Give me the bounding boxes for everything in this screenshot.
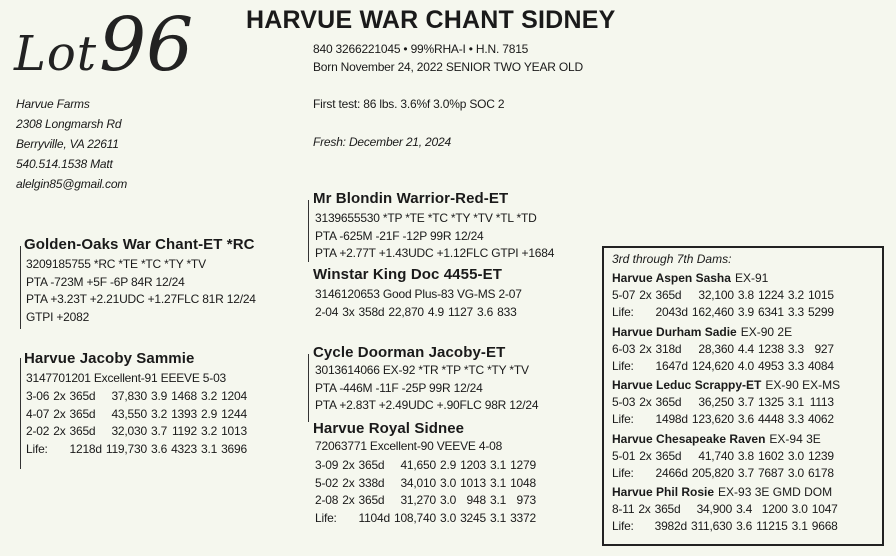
record-fat: 1468 [171, 389, 197, 403]
record-milk: 41,650 [400, 458, 436, 472]
record-days: 365d [654, 502, 681, 516]
record-milk: 43,550 [111, 406, 147, 421]
record-milkings: 2x [638, 502, 651, 516]
record-milk: 32,100 [698, 288, 734, 302]
dam-sire-details [315, 362, 538, 415]
record-fat-pct: 2.9 [439, 458, 457, 472]
table-row [315, 475, 540, 493]
record-age: 3-09 [315, 458, 339, 472]
ancestor-dam-classification: EX-91 [734, 271, 769, 285]
record-protein: 1279 [510, 458, 536, 472]
table-row [26, 388, 251, 406]
record-fat-pct: 3.7 [737, 395, 754, 409]
consignor-farm: Harvue Farms [16, 97, 90, 111]
record-fat-pct: 3.0 [439, 493, 457, 507]
sire-details [26, 256, 256, 326]
ancestor-dam [612, 323, 842, 375]
dam-records [26, 388, 251, 458]
ancestor-dam-title: Harvue Leduc Scrappy-ET [612, 378, 762, 392]
ancestor-dam-records [612, 394, 838, 428]
record-fat-pct: 3.6 [150, 441, 168, 456]
dam-dam-name: Harvue Royal Sidnee [313, 420, 465, 437]
record-milk: 32,030 [111, 424, 147, 438]
dam-name: Harvue Jacoby Sammie [24, 350, 195, 367]
record-milk: 119,730 [105, 441, 147, 456]
table-row [26, 406, 251, 424]
table-row [612, 287, 838, 304]
ancestor-dams-box [602, 246, 884, 546]
record-age: 3-06 [26, 389, 50, 403]
record-protein: 1244 [221, 406, 247, 421]
record-fat-pct: 4.4 [737, 341, 754, 356]
registration-line: 840 3266221045 • 99%RHA-I • H.N. 7815 [313, 42, 529, 56]
ancestor-dam [612, 376, 842, 428]
ancestor-dam [612, 483, 842, 535]
record-protein: 1239 [807, 448, 834, 463]
record-days: 2043d [655, 305, 688, 319]
sire-sire-bracket [308, 200, 309, 262]
record-milk: 37,830 [111, 389, 147, 403]
ancestor-dam-classification: EX-90 EX-MS [765, 378, 841, 392]
record-age: 5-01 [612, 448, 636, 463]
record-fat-pct: 4.0 [737, 358, 754, 373]
record-fat: 948 [466, 493, 486, 507]
record-milkings: 2x [639, 448, 652, 463]
record-fat: 4323 [171, 441, 197, 456]
record-fat: 11215 [756, 519, 788, 533]
sire-sire-line: PTA -625M -21F -12P 99R 12/24 [315, 228, 484, 243]
record-milk: 34,010 [400, 475, 436, 490]
ancestor-dam-name [612, 269, 842, 287]
record-milk: 123,620 [691, 412, 734, 426]
sire-sire-line: PTA +2.77T +1.43UDC +1.12FLC GTPI +1684 [315, 246, 555, 260]
record-protein-pct: 3.1 [489, 493, 507, 507]
record-days: 2466d [655, 465, 688, 480]
record-protein: 4062 [807, 412, 834, 426]
record-milk: 36,250 [698, 395, 734, 409]
record-age: Life: [315, 510, 337, 525]
record-protein: 5299 [807, 305, 834, 319]
record-fat-pct: 3.0 [439, 475, 457, 490]
ancestor-dam-title: Harvue Chesapeake Raven [612, 431, 766, 446]
record-protein: 4084 [807, 358, 834, 373]
record-protein-pct: 3.2 [787, 288, 804, 302]
lot-number [14, 2, 193, 88]
record-protein-pct: 3.1 [787, 395, 804, 409]
record-protein: 1113 [809, 395, 834, 409]
record-life-label: Life: [612, 465, 634, 480]
record-protein-pct: 3.6 [477, 305, 494, 319]
record-age: 4-07 [26, 406, 50, 421]
lot-word: Lot [14, 26, 98, 82]
record-fat: 3245 [460, 510, 486, 525]
sire-bracket [20, 246, 21, 329]
ancestor-dam-classification: EX-94 3E [769, 431, 821, 446]
record-age: Life: [26, 441, 48, 456]
ancestor-dam [612, 269, 842, 321]
record-days: 318d [655, 341, 682, 356]
record-milk: 108,740 [393, 510, 436, 525]
record-days: 365d [358, 493, 385, 507]
record-fat-pct: 3.0 [439, 510, 457, 525]
record-protein-pct: 3.3 [787, 358, 804, 373]
consignor-email: alelgin85@gmail.com [16, 177, 128, 191]
ancestor-dam-name [612, 376, 842, 394]
record-protein-pct: 3.3 [787, 341, 804, 356]
record-days: 338d [358, 475, 385, 490]
record-fat: 1192 [171, 424, 197, 438]
table-row [26, 423, 251, 441]
record-fat-pct: 3.9 [150, 389, 168, 403]
ancestor-dam-title: Harvue Aspen Sasha [612, 271, 731, 285]
record-age: 5-07 [612, 288, 636, 302]
record-life-label: Life: [612, 358, 634, 373]
record-fat: 1013 [460, 475, 486, 490]
record-milkings: 2x [53, 406, 66, 421]
record-milk: 41,740 [698, 448, 734, 463]
record-fat: 4448 [757, 412, 784, 426]
record-days: 1218d [69, 441, 102, 456]
sire-dam-records [315, 304, 521, 322]
sire-line: PTA -723M +5F -6P 84R 12/24 [26, 274, 185, 289]
record-age: 5-02 [315, 475, 339, 490]
ancestor-dam-title: Harvue Phil Rosie [612, 485, 715, 499]
record-life-label: Life: [612, 412, 634, 426]
table-row [612, 394, 838, 411]
record-days: 365d [69, 424, 96, 438]
record-life-label: Life: [612, 305, 634, 319]
table-row [612, 304, 838, 321]
record-protein: 1047 [811, 502, 838, 516]
record-age: 6-03 [612, 341, 636, 356]
record-fat-pct: 3.8 [737, 448, 754, 463]
ancestor-dam-records [612, 501, 842, 535]
record-protein: 1048 [510, 475, 536, 490]
record-milkings [342, 510, 358, 528]
record-protein-pct: 3.2 [200, 424, 218, 438]
lot-digits: 96 [99, 2, 194, 88]
record-protein: 833 [497, 305, 517, 319]
consignor-phone: 540.514.1538 Matt [16, 157, 113, 171]
record-milkings [53, 441, 69, 459]
record-age: 5-03 [612, 395, 636, 409]
record-protein-pct: 3.1 [200, 441, 218, 456]
record-milkings: 3x [342, 305, 355, 319]
ancestor-dam [612, 430, 842, 482]
record-life-label: Life: [612, 519, 634, 533]
first-test-line: First test: 86 lbs. 3.6%f 3.0%p SOC 2 [313, 97, 505, 111]
table-row [612, 358, 838, 375]
record-milk: 124,620 [691, 358, 734, 373]
ancestor-dam-name [612, 323, 842, 341]
ancestor-dam-records [612, 448, 838, 482]
ancestor-dam-classification: EX-93 3E GMD DOM [718, 485, 833, 499]
record-protein-pct: 3.0 [787, 465, 804, 480]
record-milk: 31,270 [400, 493, 436, 507]
table-row [612, 448, 838, 465]
record-fat: 7687 [757, 465, 784, 480]
record-milk: 205,820 [691, 465, 734, 480]
record-protein: 3696 [221, 441, 247, 456]
sire-sire-details [315, 210, 554, 263]
sire-line: PTA +3.23T +2.21UDC +1.27FLC 81R 12/24 [26, 292, 256, 306]
record-milkings: 2x [342, 475, 355, 490]
record-protein-pct: 3.1 [489, 510, 507, 525]
record-fat-pct: 3.2 [150, 406, 168, 421]
record-milkings: 2x [342, 458, 355, 472]
ancestor-dam-records [612, 287, 838, 321]
record-fat: 6341 [757, 305, 784, 319]
record-protein-pct: 2.9 [200, 406, 218, 421]
animal-title: HARVUE WAR CHANT SIDNEY [246, 6, 616, 34]
record-fat-pct: 3.9 [737, 305, 754, 319]
sire-dam-line: 3146120653 Good Plus-83 VG-MS 2-07 [315, 287, 522, 301]
dam-sire-line: 3013614066 EX-92 *TR *TP *TC *TY *TV [315, 363, 529, 377]
record-protein: 1013 [221, 424, 247, 438]
record-days: 365d [655, 448, 682, 463]
record-age: 8-11 [612, 502, 635, 516]
record-fat: 1238 [757, 341, 784, 356]
record-age: 2-04 [315, 305, 339, 319]
sire-sire-line: 3139655530 *TP *TE *TC *TY *TV *TL *TD [315, 211, 537, 225]
table-row [315, 510, 540, 528]
record-age: 2-08 [315, 493, 339, 507]
dam-sire-line: PTA +2.83T +2.49UDC +.90FLC 98R 12/24 [315, 398, 539, 412]
record-fat-pct: 3.8 [737, 288, 754, 302]
record-fat: 1200 [761, 502, 788, 516]
ancestor-dam-classification: EX-90 2E [740, 324, 793, 339]
birth-line: Born November 24, 2022 SENIOR TWO YEAR OLD [313, 60, 583, 74]
record-milk: 22,870 [388, 305, 424, 319]
ancestor-dam-title: Harvue Durham Sadie [612, 324, 737, 339]
record-milkings: 2x [639, 395, 652, 409]
record-protein-pct: 3.1 [489, 458, 507, 472]
record-protein: 1015 [807, 288, 834, 302]
record-protein-pct: 3.0 [787, 448, 804, 463]
record-protein: 1204 [221, 389, 247, 403]
record-protein-pct: 3.3 [787, 412, 804, 426]
record-protein-pct: 3.1 [791, 519, 808, 533]
record-fat: 1393 [171, 406, 197, 421]
record-days: 358d [358, 305, 385, 319]
record-fat: 1325 [757, 395, 784, 409]
record-protein-pct: 3.1 [489, 475, 507, 490]
record-fat: 1602 [757, 448, 784, 463]
record-milkings: 2x [53, 424, 66, 438]
record-protein: 9668 [811, 519, 838, 533]
record-days: 365d [69, 406, 96, 421]
record-days: 365d [655, 395, 682, 409]
record-fat: 1203 [460, 458, 486, 472]
record-days: 365d [655, 288, 682, 302]
record-days: 365d [69, 389, 96, 403]
record-fat-pct: 3.4 [736, 502, 753, 516]
dam-sire-bracket [308, 354, 309, 422]
record-protein: 927 [814, 341, 834, 356]
table-row [315, 304, 521, 322]
record-days: 1104d [358, 510, 390, 525]
record-fat-pct: 3.7 [737, 465, 754, 480]
table-row [315, 492, 540, 510]
record-days: 1647d [655, 358, 688, 373]
sire-sire-name: Mr Blondin Warrior-Red-ET [313, 190, 509, 207]
consignor-city: Berryville, VA 22611 [16, 137, 119, 151]
sire-name: Golden-Oaks War Chant-ET *RC [24, 236, 255, 253]
dam-dam-records [315, 457, 540, 527]
dam-dam-line: 72063771 Excellent-90 VEEVE 4-08 [315, 439, 503, 453]
record-fat: 1127 [448, 305, 474, 319]
record-milk: 28,360 [698, 341, 734, 356]
sire-line: 3209185755 *RC *TE *TC *TY *TV [26, 257, 206, 271]
record-fat: 4953 [757, 358, 784, 373]
record-days: 365d [358, 458, 385, 472]
record-fat-pct: 3.6 [736, 519, 753, 533]
consignor-street: 2308 Longmarsh Rd [16, 117, 122, 131]
table-row [612, 411, 838, 428]
dam-sire-name: Cycle Doorman Jacoby-ET [313, 344, 506, 361]
sire-dam-name: Winstar King Doc 4455-ET [313, 266, 502, 283]
record-protein: 973 [516, 493, 536, 507]
table-row [612, 465, 838, 482]
record-milk: 311,630 [690, 519, 733, 533]
record-protein: 6178 [807, 465, 834, 480]
record-days: 3982d [654, 519, 687, 533]
fresh-line: Fresh: December 21, 2024 [313, 135, 451, 149]
record-fat: 1224 [757, 288, 784, 302]
consignor-block [16, 94, 127, 194]
dam-bracket [20, 358, 21, 469]
ancestor-dams-heading: 3rd through 7th Dams: [612, 252, 732, 266]
record-protein-pct: 3.0 [791, 502, 808, 516]
ancestor-dam-name [612, 483, 842, 501]
record-fat-pct: 3.7 [150, 424, 168, 438]
table-row [26, 441, 251, 459]
sire-line: GTPI +2082 [26, 309, 90, 324]
record-fat-pct: 3.6 [737, 412, 754, 426]
record-milkings: 2x [639, 341, 652, 356]
record-fat-pct: 4.9 [427, 305, 445, 319]
ancestor-dam-records [612, 341, 838, 375]
table-row [612, 501, 842, 518]
dam-sire-line: PTA -446M -11F -25P 99R 12/24 [315, 380, 483, 395]
record-milkings: 2x [342, 493, 355, 507]
table-row [612, 341, 838, 358]
record-milk: 34,900 [696, 502, 733, 516]
table-row [315, 457, 540, 475]
record-protein-pct: 3.2 [200, 389, 218, 403]
record-milk: 162,460 [691, 305, 734, 319]
record-protein: 3372 [510, 510, 536, 525]
dam-line: 3147701201 Excellent-91 EEEVE 5-03 [26, 371, 227, 385]
table-row [612, 518, 842, 535]
record-protein-pct: 3.3 [787, 305, 804, 319]
record-age: 2-02 [26, 424, 50, 438]
record-milkings: 2x [53, 389, 66, 403]
record-days: 1498d [655, 412, 688, 426]
ancestor-dam-name [612, 430, 842, 448]
record-milkings: 2x [639, 288, 652, 302]
